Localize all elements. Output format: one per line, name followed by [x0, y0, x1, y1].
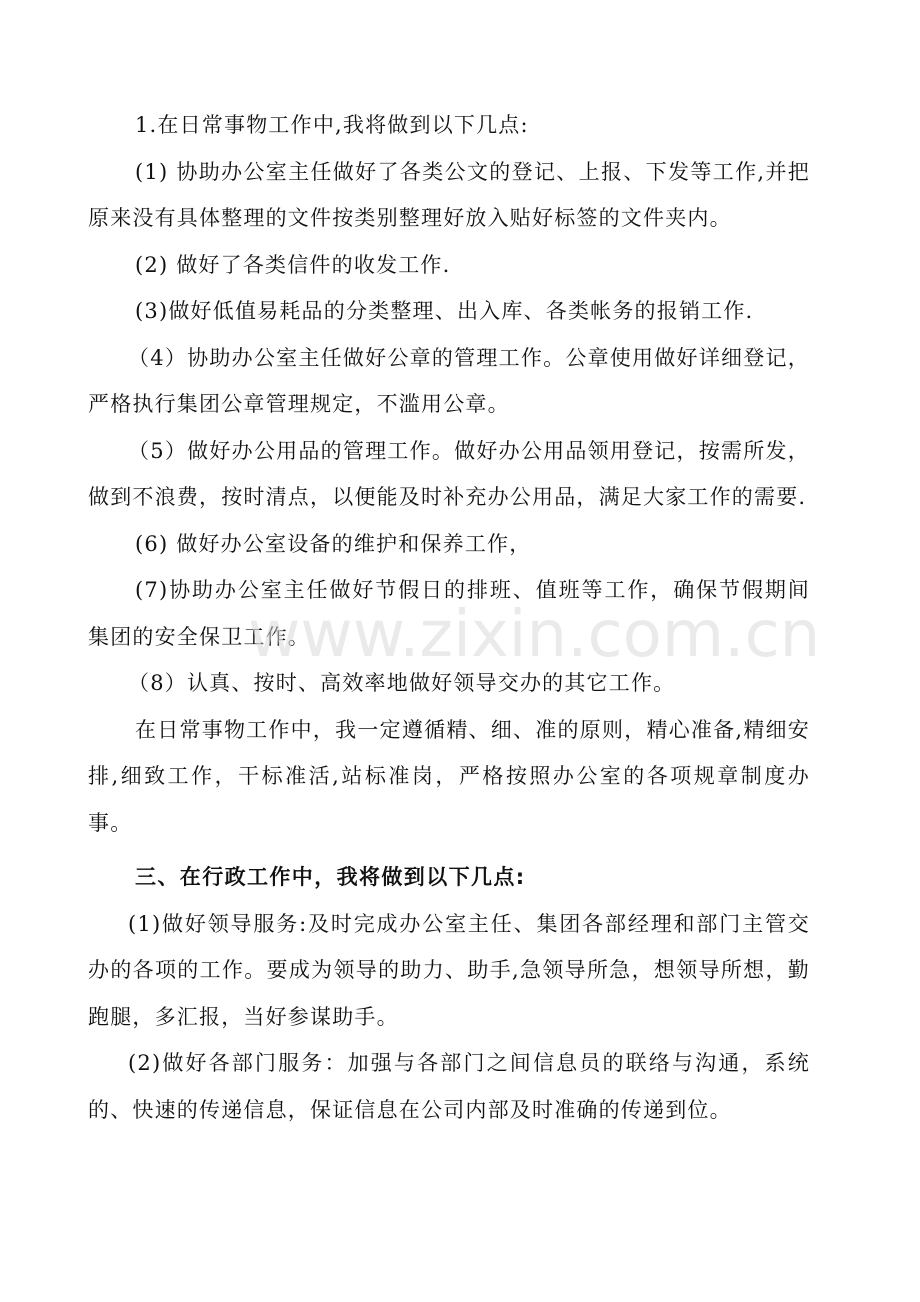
paragraph-8: (7)协助办公室主任做好节假日的排班、值班等工作，确保节假期间集团的安全保卫工作。 [88, 578, 810, 649]
paragraph-2: (1) 协助办公室主任做好了各类公文的登记、上报、下发等工作,并把原来没有具体整理的文件按类别整理好放入贴好标签的文件夹内。 [88, 159, 810, 230]
section-heading: 三、在行政工作中，我将做到以下几点: [135, 865, 526, 889]
paragraph-3: (2) 做好了各类信件的收发工作. [135, 252, 451, 277]
watermark: www.zixin.com.cn [248, 598, 821, 672]
paragraph-12: (2)做好各部门服务：加强与各部门之间信息员的联络与沟通，系统的、快速的传递信息，保证信息在公司内部及时准确的传递到位。 [88, 1051, 810, 1122]
paragraph-1: 1.在日常事物工作中,我将做到以下几点: [135, 113, 529, 137]
paragraph-4: (3)做好低值易耗品的分类整理、出入库、各类帐务的报销工作. [135, 299, 754, 323]
paragraph-5: （4）协助办公室主任做好公章的管理工作。公章使用做好详细登记，严格执行集团公章管理规定，不滥用公章。 [88, 345, 810, 416]
paragraph-10: 在日常事物工作中，我一定遵循精、细、准的原则，精心准备,精细安排,细致工作，干标准活,站标准岗，严格按照办公室的各项规章制度办事。 [88, 717, 810, 835]
paragraph-7: (6) 做好办公室设备的维护和保养工作， [135, 531, 532, 556]
paragraph-11: (1)做好领导服务:及时完成办公室主任、集团各部经理和部门主管交办的各项的工作。要成为领导的助力、助手,急领导所急，想领导所想，勤跑腿，多汇报，当好参谋助手。 [88, 911, 810, 1029]
paragraph-9: （8）认真、按时、高效率地做好领导交办的其它工作。 [128, 671, 676, 695]
paragraph-6: （5）做好办公用品的管理工作。做好办公用品领用登记，按需所发，做到不浪费，按时清点，以便能及时补充办公用品，满足大家工作的需要. [88, 438, 810, 509]
